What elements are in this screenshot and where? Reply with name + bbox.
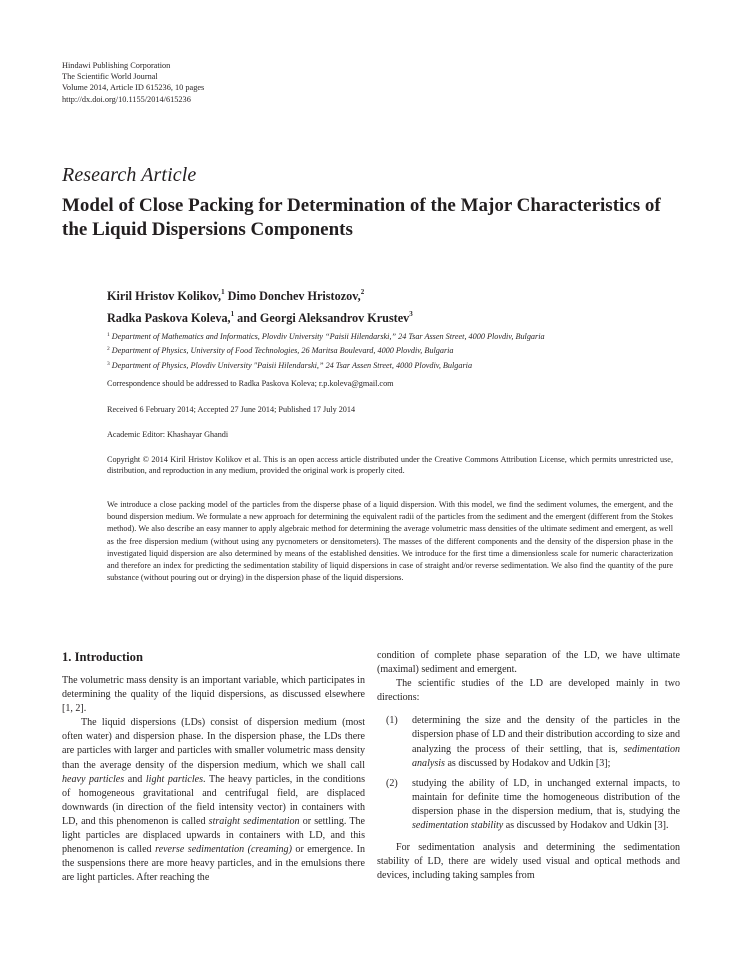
list-number: (2) — [386, 777, 398, 789]
copyright-notice: Copyright © 2014 Kiril Hristov Kolikov et al. This is an open access article distributed under the Creative Commons Attribution License, which permits unrestricted use, distribution, and reproduction in any medium, provided the original work is properly cited. — [107, 455, 673, 476]
list-item — [386, 714, 680, 770]
text-run: studying the ability of LD, in unchanged external impacts, to maintain for definite time the homogeneous distribution of the dispersion phase in the dispersion medium, that is, studying the — [412, 777, 680, 817]
text-run: . The heavy particles, in the conditions of homogeneous gravitational and centrifugal field, are displaced downwards (in direction of the field intensity vector) in containers with LD, and this phenomenon is called — [62, 773, 365, 827]
text-run: as discussed by Hodakov and Udkin [3]. — [503, 820, 669, 832]
affiliation-mark: 1 — [221, 288, 225, 296]
affiliation-item — [107, 343, 545, 357]
affiliation-item — [107, 329, 545, 343]
paper-title: Model of Close Packing for Determination of the Major Characteristics of the Liquid Dispersions Components — [62, 195, 661, 240]
body-column-right — [377, 649, 680, 883]
affiliation-mark: 3 — [409, 310, 413, 318]
academic-editor: Academic Editor: Khashayar Ghandi — [107, 430, 229, 439]
author-name: Dimo Donchev Hristozov, — [224, 289, 361, 303]
publication-dates: Received 6 February 2014; Accepted 27 June 2014; Published 17 July 2014 — [107, 405, 356, 414]
term-sedimentation-stability: sedimentation stability — [412, 820, 504, 832]
intro-paragraph-2-continued: condition of complete phase separation of the LD, we have ultimate (maximal) sediment and emergent. — [377, 650, 680, 676]
affiliation-item — [107, 358, 545, 372]
affiliation-text: Department of Mathematics and Informatics, Plovdiv University “Paisii Hilendarski,” 24 Tsar Assen Street, 4000 Plovdiv, Bulgaria — [109, 332, 545, 341]
term-heavy-particles: heavy particles — [62, 773, 125, 785]
text-run: as discussed by Hodakov and Udkin [3]; — [444, 757, 611, 769]
text-run: The liquid dispersions (LDs) consist of dispersion medium (most often water) and dispersion phase. In the dispersion phase, the LDs there are particles with larger and particles with smaller volumetric mass density than the average density of the dispersion medium, which we shall call — [62, 717, 365, 771]
intro-paragraph-4: For sedimentation analysis and determining the sedimentation stability of LD, there are widely used visual and optical methods and devices, including taking samples from — [377, 842, 680, 882]
text-run: or settling. The light particles are displaced upwards in containers with LD, and this phenomenon is called — [62, 815, 365, 856]
text-run: determining the size and the density of the particles in the dispersion phase of LD and their distribution according to size and analyzing the process of their settling, that is, — [412, 715, 680, 755]
author-list — [107, 283, 413, 327]
publisher-name: Hindawi Publishing Corporation — [62, 61, 171, 70]
text-run: and — [124, 773, 146, 785]
affiliation-mark: 1 — [230, 310, 235, 318]
correspondence-line: Correspondence should be addressed to Radka Paskova Koleva; r.p.koleva@gmail.com — [107, 379, 394, 388]
section-heading-introduction: 1. Introduction — [62, 650, 143, 664]
volume-info: Volume 2014, Article ID 615236, 10 pages — [62, 83, 205, 93]
list-item — [386, 777, 680, 833]
doi-link[interactable]: http://dx.doi.org/10.1155/2014/615236 — [62, 94, 191, 104]
body-column-left — [62, 649, 365, 885]
journal-name: The Scientific World Journal — [62, 72, 158, 82]
affiliation-text: Department of Physics, Plovdiv University "Paisii Hilendarski,” 24 Tsar Assen Street, 4000 Plovdiv, Bulgaria — [109, 360, 473, 370]
term-reverse-sedimentation: reverse sedimentation (creaming) — [155, 844, 292, 856]
term-light-particles: light particles — [145, 773, 204, 785]
text-run: or emergence. In the suspensions there are more heavy particles, and in the emulsions there are light particles. After reaching the — [62, 844, 365, 884]
term-straight-sedimentation: straight sedimentation — [208, 815, 300, 827]
author-name: Radka Paskova Koleva, — [107, 311, 231, 325]
article-type: Research Article — [62, 164, 197, 186]
author-name: and Georgi Aleksandrov Krustev — [234, 311, 410, 325]
research-directions-list — [377, 714, 680, 833]
term-sedimentation-analysis: sedimentation analysis — [412, 743, 680, 769]
author-line-1 — [107, 283, 413, 305]
list-number: (1) — [386, 715, 398, 727]
abstract: We introduce a close packing model of the particles from the disperse phase of a liquid dispersion. With this model, we find the sediment volumes, the emergent, and the bound dispersion medium. We formulate a new approach for determining the equivalent radii of the particles from the sediment and the emergent (different from the Stokes method). We also describe an easy manner to apply algebraic method for determining the average volumetric mass densities of the ultimate sediment and emergent, as well as the free dispersion medium (without using any pycnometers or densitometers). The masses of the different components and the density of the dispersion phase in the investigated liquid dispersion are also determined by means of the established densities. We introduce for the first time a dimensionless scale for numeric characterization and therefore an index for predicting the sedimentation stability of liquid dispersions in case of straight and/or reverse sedimentation. We also find the quantity of the pure substance (without pouring out or drying) in the dispersion phase of the liquid dispersions. — [107, 500, 673, 583]
intro-paragraph-3: The scientific studies of the LD are developed mainly in two directions: — [377, 678, 680, 704]
affiliation-list — [107, 329, 545, 372]
author-name: Kiril Hristov Kolikov, — [107, 289, 222, 303]
affiliation-number: 2 — [107, 346, 110, 353]
affiliation-number: 1 — [107, 332, 110, 338]
journal-masthead — [62, 60, 204, 105]
affiliation-mark: 2 — [360, 288, 365, 296]
affiliation-text: Department of Physics, University of Food Technologies, 26 Maritsa Boulevard, 4000 Plovdiv, Bulgaria — [109, 346, 454, 356]
author-line-2 — [107, 305, 413, 327]
intro-paragraph-2 — [62, 716, 365, 885]
affiliation-number: 3 — [107, 360, 110, 367]
intro-paragraph-1: The volumetric mass density is an important variable, which participates in determining the quality of the liquid dispersions, as discussed elsewhere [1, 2]. — [62, 675, 365, 715]
